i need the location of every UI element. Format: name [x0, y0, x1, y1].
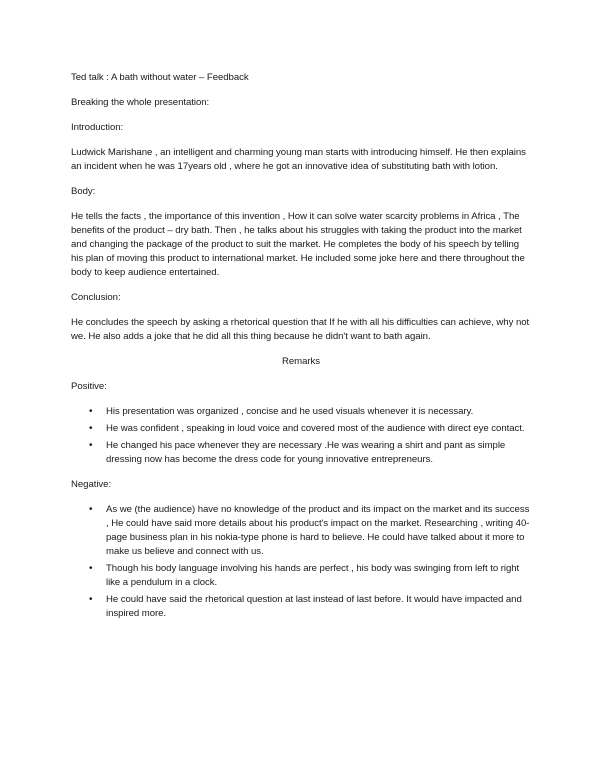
list-item	[71, 503, 531, 559]
conclusion-text: He concludes the speech by asking a rhetorical question that If he with all his difficulties can achieve, why not we. He also adds a joke that he did all this thing because he didn't want to bath again.	[71, 317, 530, 342]
list-item	[71, 562, 531, 590]
negative-heading: Negative:	[71, 479, 112, 490]
list-item	[71, 439, 531, 467]
list-item	[71, 593, 531, 621]
negative-list	[71, 503, 531, 621]
bullet-icon: •	[89, 563, 93, 574]
body-heading: Body:	[71, 186, 96, 197]
bullet-icon: •	[89, 423, 93, 434]
remarks-heading: Remarks	[281, 356, 321, 367]
bullet-icon: •	[89, 504, 93, 515]
list-item-text: He was confident , speaking in loud voice and covered most of the audience with direct eye contact.	[106, 423, 525, 434]
list-item-text: Though his body language involving his hands are perfect , his body was swinging from left to right like a pendulum in a clock.	[106, 563, 520, 588]
bullet-icon: •	[89, 594, 93, 605]
list-item-text: He could have said the rhetorical question at last instead of last before. It would have impacted and inspired more.	[106, 594, 522, 619]
document-title: Ted talk : A bath without water – Feedback	[71, 72, 249, 83]
intro-line: Breaking the whole presentation:	[71, 97, 210, 108]
positive-list	[71, 405, 531, 467]
bullet-icon: •	[89, 440, 93, 451]
list-item-text: His presentation was organized , concise and he used visuals whenever it is necessary.	[106, 406, 474, 417]
list-item-text: As we (the audience) have no knowledge of the product and its impact on the market and its success , He could have said more details about his product's impact on the market. Researching , writing 40-page business plan in his nokia-type phone is hard to believe. He could have talked about it more to make us believe and connect with us.	[106, 504, 530, 557]
bullet-icon: •	[89, 406, 93, 417]
introduction-heading: Introduction:	[71, 122, 124, 133]
body-text: He tells the facts , the importance of this invention , How it can solve water scarcity problems in Africa , The benefits of the product – dry bath. Then , he talks about his struggles with taking the product into the market and changing the package of the product to suit the market. He completes the body of his speech by telling his plan of moving this product to international market. He included some joke here and there throughout the body to keep audience entertained.	[71, 211, 525, 278]
conclusion-heading: Conclusion:	[71, 292, 121, 303]
list-item	[71, 405, 531, 419]
document-content	[71, 71, 531, 632]
introduction-text: Ludwick Marishane , an intelligent and charming young man starts with introducing himself. He then explains an incident when he was 17years old , where he got an innovative idea of substituting bath with lotion.	[71, 147, 526, 172]
positive-heading: Positive:	[71, 381, 107, 392]
list-item	[71, 422, 531, 436]
list-item-text: He changed his pace whenever they are necessary .He was wearing a shirt and pant as simple dressing now has become the dress code for young innovative entrepreneurs.	[106, 440, 506, 465]
